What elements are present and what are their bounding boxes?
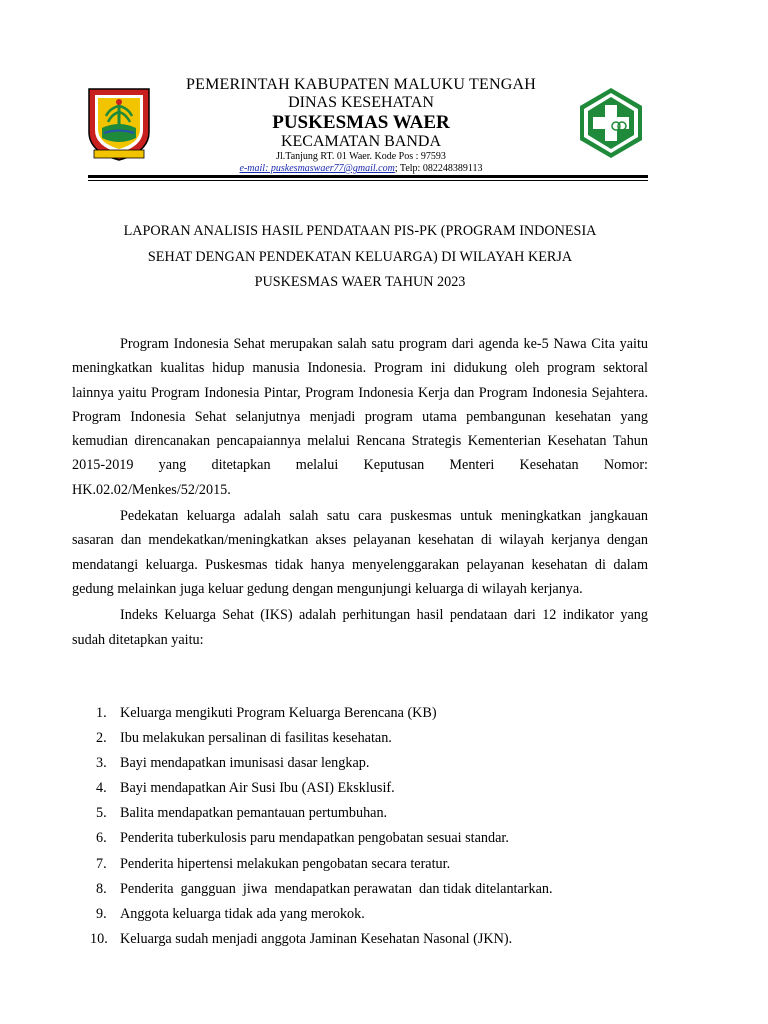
list-number: 7. (96, 855, 107, 872)
government-name: PEMERINTAH KABUPATEN MALUKU TENGAH (186, 76, 536, 93)
list-text: Penderita tuberkulosis paru mendapatkan pengobatan sesuai standar. (120, 830, 509, 847)
paragraph: Program Indonesia Sehat merupakan salah satu program dari agenda ke-5 Nawa Cita yaitu meningkatkan kualitas hidup manusia Indonesia. Program ini didukung oleh program sektoral lainnya yaitu Program Indonesia Pintar, Program Indonesia Kerja dan Program Indonesia Sejahtera. Program Indonesia Sehat selanjutnya menjadi program utama pembangunan kesehatan yang kemudian direncanakan pencapaiannya melalui Rencana Strategis Kementerian Kesehatan Tahun 2015-2019 yang ditetapkan melalui Keputusan Menteri Kesehatan Nomor: HK.02.02/Menkes/52/2015. (72, 336, 648, 498)
list-text: Bayi mendapatkan imunisasi dasar lengkap. (120, 755, 370, 772)
list-text: Keluarga mengikuti Program Keluarga Berencana (KB) (120, 705, 437, 721)
list-text: Bayi mendapatkan Air Susi Ibu (ASI) Eksklusif. (120, 780, 395, 797)
email-link[interactable]: e-mail: puskesmaswaer77@gmail.com (239, 163, 395, 174)
title-line-2: SEHAT DENGAN PENDEKATAN KELUARGA) DI WILAYAH KERJA (147, 248, 573, 265)
puskesmas-name: PUSKESMAS WAER (272, 112, 450, 133)
letterhead (84, 76, 648, 182)
list-number: 9. (96, 905, 107, 922)
list-text: Penderita gangguan jiwa mendapatkan perawatan dan tidak ditelantarkan. (120, 880, 553, 897)
list-item (72, 801, 648, 826)
district-name: KECAMATAN BANDA (280, 133, 442, 150)
list-text: Keluarga sudah menjadi anggota Jaminan Kesehatan Nasonal (JKN). (120, 930, 513, 947)
list-text: Penderita hipertensi melakukan pengobatan secara teratur. (120, 855, 451, 872)
list-item (72, 701, 648, 726)
title-line-3: PUSKESMAS WAER TAHUN 2023 (254, 274, 466, 290)
list-number: 3. (96, 755, 107, 772)
list-item (72, 826, 648, 851)
list-text: Balita mendapatkan pemantauan pertumbuhan. (120, 805, 388, 822)
letterhead-rule-thick (88, 175, 648, 178)
paragraph: Indeks Keluarga Sehat (IKS) adalah perhitungan hasil pendataan dari 12 indikator yang sudah ditetapkan yaitu: (72, 607, 648, 648)
document-title (72, 219, 648, 296)
list-item (72, 927, 648, 952)
list-number: 5. (96, 805, 107, 822)
department-name: DINAS KESEHATAN (288, 94, 434, 111)
list-item (72, 877, 648, 902)
regency-emblem-icon (86, 86, 152, 162)
list-text: Anggota keluarga tidak ada yang merokok. (120, 905, 365, 922)
list-item (72, 726, 648, 751)
list-item (72, 852, 648, 877)
letterhead-text (154, 76, 568, 175)
indicator-list (72, 701, 648, 952)
list-number: 1. (96, 705, 107, 721)
list-number: 8. (96, 880, 107, 897)
list-item (72, 751, 648, 776)
paragraph: Pedekatan keluarga adalah salah satu cara puskesmas untuk meningkatkan jangkauan sasaran dan mendekatkan/meningkatkan akses pelayanan kesehatan di wilayah kerjanya dengan mendatangi keluarga. Puskesmas tidak hanya menyelenggarakan pelayanan kesehatan di dalam gedung melainkan juga keluar gedung dengan mengunjungi keluarga di wilayah kerjanya. (72, 508, 648, 597)
list-number: 6. (96, 830, 107, 847)
puskesmas-cross-icon (576, 86, 646, 160)
document-body (72, 332, 648, 654)
phone: ; Telp: 082248389113 (394, 163, 483, 174)
contact-line (154, 163, 568, 175)
list-item (72, 776, 648, 801)
letterhead-rule-thin (88, 180, 648, 181)
list-item (72, 902, 648, 927)
list-text: Ibu melakukan persalinan di fasilitas kesehatan. (120, 730, 392, 747)
list-number: 10. (90, 930, 108, 947)
title-line-1: LAPORAN ANALISIS HASIL PENDATAAN PIS-PK (PROGRAM INDONESIA (123, 223, 597, 239)
address: Jl.Tanjung RT. 01 Waer. Kode Pos : 97593 (276, 151, 446, 162)
list-number: 2. (96, 730, 107, 747)
list-number: 4. (96, 780, 107, 797)
